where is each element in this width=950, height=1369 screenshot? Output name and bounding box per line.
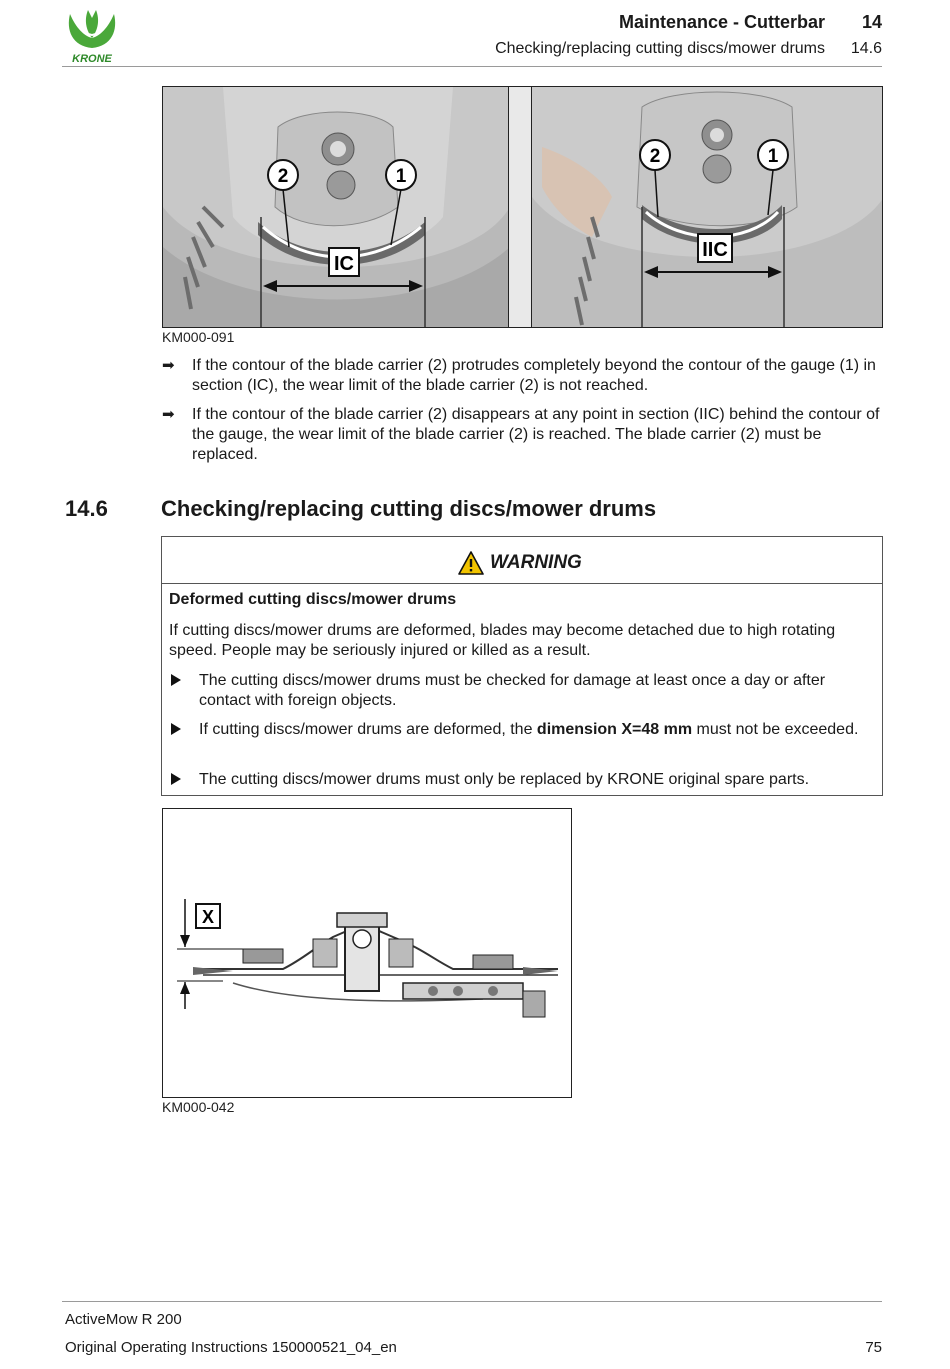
warning-item [169,720,869,760]
result-arrow-icon: ➡ [162,357,175,374]
warning-item-text: The cutting discs/mower drums must only be replaced by KRONE original spare parts. [199,771,810,788]
bullet-triangle-icon [171,773,181,785]
disc-deformation-diagram [162,808,572,1098]
callout-1-right: 1 [767,146,779,167]
callout-2-right: 2 [649,146,661,167]
warning-subtitle: Deformed cutting discs/mower drums [169,591,457,608]
figure2-caption: KM000-042 [162,1099,235,1115]
warning-text: If cutting discs/mower drums are deformed, blades may become detached due to high rotating speed. People may be seriously injured or killed as a result. [169,622,836,659]
header-divider [62,66,882,67]
photo-gauge-section-ic [162,86,509,328]
section-number: 14.6 [65,496,108,521]
dimension-x-label: X [201,907,215,927]
photo-gauge-section-iic [531,86,883,328]
logo-text: KRONE [72,53,112,64]
section-iic-label: IIC [702,239,728,261]
krone-logo [62,8,122,64]
footer-document: Original Operating Instructions 150000521_04_en [65,1339,397,1356]
warning-item [169,770,869,790]
warning-signal-word: WARNING [490,552,582,573]
header-section-number: 14.6 [850,40,882,57]
result-item [162,356,882,396]
figure1-caption: KM000-091 [162,329,235,345]
callout-2-left: 2 [277,166,289,187]
result-text: If the contour of the blade carrier (2) disappears at any point in section (IIC) behind the contour of the gauge, the wear limit of the blade carrier (2) is reached. The blade carrier (2) must be replaced. [192,406,880,463]
bullet-triangle-icon [171,723,181,735]
section-title: Checking/replacing cutting discs/mower drums [161,496,657,521]
result-text: If the contour of the blade carrier (2) protrudes completely beyond the contour of the gauge (1) in section (IC), the wear limit of the blade carrier (2) is not reached. [192,357,876,394]
section-ic-label: IC [334,253,354,275]
result-arrow-icon: ➡ [162,406,175,423]
chapter-title: Maintenance - Cutterbar [618,12,825,32]
warning-item-text: The cutting discs/mower drums must be checked for damage at least once a day or after contact with foreign objects. [199,672,826,709]
footer-model: ActiveMow R 200 [65,1311,182,1328]
photo-separator [509,86,531,328]
header-section-title: Checking/replacing cutting discs/mower drums [495,40,825,57]
bullet-triangle-icon [171,674,181,686]
warning-triangle-icon [458,551,484,575]
dimension-emphasis: dimension X=48 mm [536,721,693,738]
chapter-number: 14 [861,12,882,32]
footer-divider [62,1301,882,1302]
warning-item-text: If cutting discs/mower drums are deformed, the dimension X=48 mm must not be exceeded. [199,721,859,738]
result-item [162,405,882,465]
warning-item [169,671,869,711]
page-number: 75 [865,1339,882,1356]
callout-1-left: 1 [395,166,407,187]
